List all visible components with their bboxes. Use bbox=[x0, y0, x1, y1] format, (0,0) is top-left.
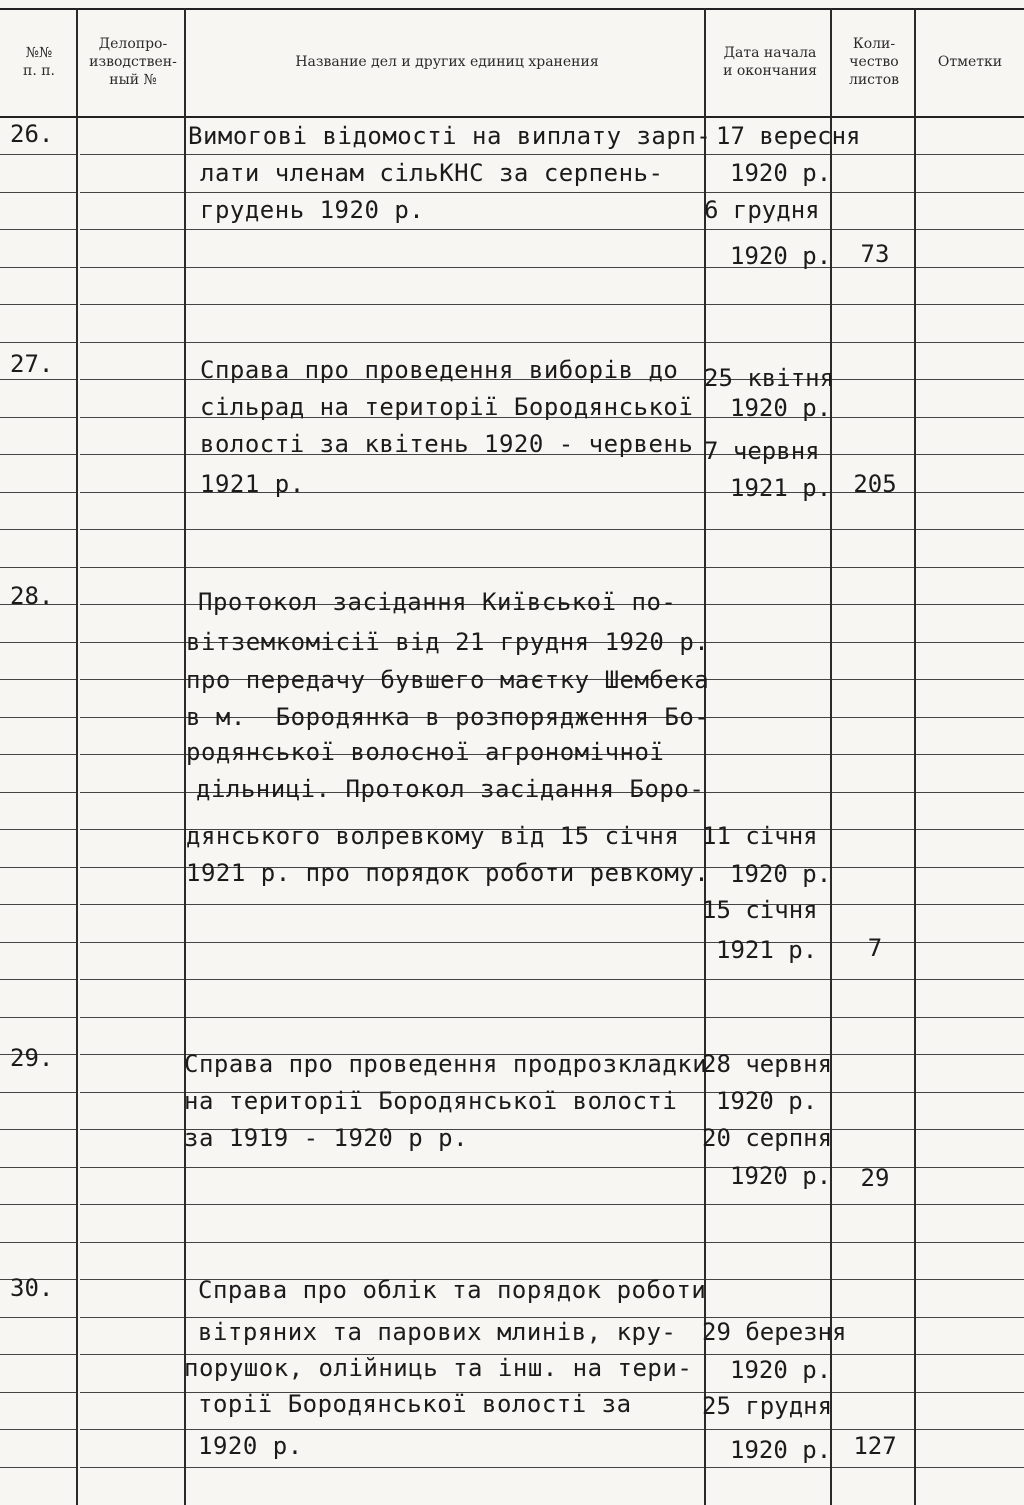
ruled-line bbox=[832, 1129, 914, 1130]
record-start-date: 29 березня bbox=[702, 1318, 847, 1346]
ruled-line bbox=[80, 454, 184, 455]
record-title-line: в м. Бородянка в розпорядження Бо- bbox=[186, 703, 710, 731]
ruled-line bbox=[0, 1317, 76, 1318]
ruled-line bbox=[186, 904, 704, 905]
record-end-year: 1920 р. bbox=[730, 242, 832, 270]
ruled-line bbox=[706, 754, 830, 755]
ruled-line bbox=[916, 342, 1024, 343]
ruled-line bbox=[80, 942, 184, 943]
record-title-line: Справа про проведення продрозкладки bbox=[184, 1050, 708, 1078]
ruled-line bbox=[80, 154, 184, 155]
ruled-line bbox=[916, 1317, 1024, 1318]
record-number: 30. bbox=[10, 1274, 54, 1302]
record-title-line: про передачу бувшего маєтку Шембека bbox=[186, 666, 710, 694]
ruled-line bbox=[832, 679, 914, 680]
ruled-line bbox=[916, 1242, 1024, 1243]
ruled-line bbox=[0, 1429, 76, 1430]
record-title-line: волості за квітень 1920 - червень bbox=[200, 430, 694, 458]
ruled-line bbox=[706, 792, 830, 793]
ruled-line bbox=[706, 679, 830, 680]
ruled-line bbox=[916, 379, 1024, 380]
ruled-line bbox=[706, 1204, 830, 1205]
ruled-line bbox=[80, 267, 184, 268]
ruled-line bbox=[916, 1204, 1024, 1205]
ruled-line bbox=[0, 1017, 76, 1018]
record-start-year: 1920 р. bbox=[730, 860, 832, 888]
ruled-line bbox=[832, 379, 914, 380]
ruled-line bbox=[916, 1429, 1024, 1430]
ruled-line bbox=[916, 1017, 1024, 1018]
ruled-line bbox=[186, 1017, 704, 1018]
ruled-line bbox=[0, 529, 76, 530]
ruled-line bbox=[80, 754, 184, 755]
ruled-line bbox=[706, 1429, 830, 1430]
ruled-line bbox=[916, 829, 1024, 830]
ruled-line bbox=[0, 1467, 76, 1468]
ruled-line bbox=[916, 1092, 1024, 1093]
record-end-date: 7 червня bbox=[704, 437, 820, 465]
record-sheet-count: 127 bbox=[853, 1432, 897, 1460]
ruled-line bbox=[80, 492, 184, 493]
ruled-line bbox=[0, 229, 76, 230]
record-end-year: 1921 р. bbox=[716, 936, 818, 964]
ruled-line bbox=[186, 229, 704, 230]
ruled-line bbox=[186, 304, 704, 305]
ruled-line bbox=[80, 1317, 184, 1318]
ruled-line bbox=[916, 942, 1024, 943]
ruled-line bbox=[916, 192, 1024, 193]
record-start-date: 25 квітня bbox=[704, 364, 835, 392]
record-sheet-count: 7 bbox=[867, 934, 883, 962]
record-title-line: родянської волосної агрономічної bbox=[186, 738, 665, 766]
ruled-line bbox=[186, 267, 704, 268]
ruled-line bbox=[80, 1204, 184, 1205]
record-start-year: 1920 р. bbox=[730, 394, 832, 422]
ruled-line bbox=[80, 342, 184, 343]
record-title-line: вітземкомісії від 21 грудня 1920 р. bbox=[186, 628, 710, 656]
ruled-line bbox=[832, 529, 914, 530]
header-title-column: Название дел и других единиц хранения bbox=[295, 54, 599, 70]
ruled-line bbox=[706, 1279, 830, 1280]
ruled-line bbox=[916, 1167, 1024, 1168]
ruled-line bbox=[80, 1279, 184, 1280]
ruled-line bbox=[916, 904, 1024, 905]
ruled-line bbox=[0, 904, 76, 905]
ruled-line bbox=[0, 342, 76, 343]
column-rule bbox=[914, 8, 916, 1505]
header-dates-column: Дата начала и окончания bbox=[723, 45, 817, 79]
record-title-line: на території Бородянської волості bbox=[184, 1087, 678, 1115]
ruled-line bbox=[0, 417, 76, 418]
ruled-line bbox=[832, 1279, 914, 1280]
ruled-line bbox=[706, 642, 830, 643]
ruled-line bbox=[0, 754, 76, 755]
ruled-line bbox=[832, 342, 914, 343]
ruled-line bbox=[832, 567, 914, 568]
ruled-line bbox=[0, 1204, 76, 1205]
record-number: 27. bbox=[10, 350, 54, 378]
ruled-line bbox=[80, 1054, 184, 1055]
record-title-line: вітряних та парових млинів, кру- bbox=[198, 1318, 677, 1346]
ruled-line bbox=[0, 492, 76, 493]
ruled-line bbox=[832, 754, 914, 755]
ruled-line bbox=[0, 154, 76, 155]
ruled-line bbox=[80, 1092, 184, 1093]
ruled-line bbox=[916, 979, 1024, 980]
record-title-line: Вимогові відомості на виплату зарп- bbox=[188, 122, 712, 150]
ruled-line bbox=[706, 1242, 830, 1243]
ruled-line bbox=[80, 867, 184, 868]
record-end-date: 15 січня bbox=[702, 896, 818, 924]
ruled-line bbox=[0, 192, 76, 193]
ruled-line bbox=[0, 642, 76, 643]
ruled-line bbox=[0, 979, 76, 980]
ruled-line bbox=[80, 1242, 184, 1243]
record-sheet-count: 205 bbox=[853, 470, 897, 498]
ruled-line bbox=[832, 1392, 914, 1393]
record-start-year: 1920 р. bbox=[730, 1356, 832, 1384]
ruled-line bbox=[80, 1167, 184, 1168]
record-end-date: 20 серпня bbox=[702, 1124, 833, 1152]
record-title-line: дільниці. Протокол засідання Боро- bbox=[196, 775, 705, 803]
record-title-line: 1921 р. про порядок роботи ревкому. bbox=[186, 859, 710, 887]
record-end-year: 1920 р. bbox=[730, 1436, 832, 1464]
header-notes-column: Отметки bbox=[937, 54, 1003, 70]
ruled-line bbox=[80, 1129, 184, 1130]
record-number: 26. bbox=[10, 120, 54, 148]
ruled-line bbox=[80, 304, 184, 305]
ruled-line bbox=[0, 379, 76, 380]
record-title-line: грудень 1920 р. bbox=[200, 196, 425, 224]
ruled-line bbox=[0, 867, 76, 868]
ruled-line bbox=[916, 754, 1024, 755]
ruled-line bbox=[832, 304, 914, 305]
ruled-line bbox=[706, 529, 830, 530]
record-number: 29. bbox=[10, 1044, 54, 1072]
ruled-line bbox=[832, 1429, 914, 1430]
ruled-line bbox=[186, 342, 704, 343]
ruled-line bbox=[80, 604, 184, 605]
ruled-line bbox=[0, 267, 76, 268]
ruled-line bbox=[0, 1242, 76, 1243]
ruled-line bbox=[80, 192, 184, 193]
ruled-line bbox=[0, 792, 76, 793]
ruled-line bbox=[186, 529, 704, 530]
record-start-date: 17 вересня bbox=[716, 122, 861, 150]
ruled-line bbox=[80, 229, 184, 230]
ruled-line bbox=[916, 1054, 1024, 1055]
ruled-line bbox=[832, 1054, 914, 1055]
ruled-line bbox=[706, 567, 830, 568]
record-title-line: сільрад на території Бородянської bbox=[200, 393, 694, 421]
ruled-line bbox=[916, 642, 1024, 643]
ruled-line bbox=[916, 567, 1024, 568]
ruled-line bbox=[706, 979, 830, 980]
ruled-line bbox=[706, 342, 830, 343]
record-title-line: дянського волревкому від 15 січня bbox=[186, 822, 680, 850]
record-sheet-count: 29 bbox=[860, 1164, 890, 1192]
ruled-line bbox=[80, 904, 184, 905]
ruled-line bbox=[0, 454, 76, 455]
record-title-line: Справа про проведення виборів до bbox=[200, 356, 679, 384]
ruled-line bbox=[832, 717, 914, 718]
ruled-line bbox=[916, 267, 1024, 268]
header-number-column: №№ п. п. bbox=[22, 45, 55, 79]
ruled-line bbox=[916, 492, 1024, 493]
ruled-line bbox=[80, 717, 184, 718]
ruled-line bbox=[832, 229, 914, 230]
record-title-line: Справа про облік та порядок роботи bbox=[198, 1276, 707, 1304]
ruled-line bbox=[916, 1279, 1024, 1280]
ruled-line bbox=[832, 454, 914, 455]
ruled-line bbox=[916, 304, 1024, 305]
ruled-line bbox=[80, 1429, 184, 1430]
ruled-line bbox=[832, 192, 914, 193]
column-rule bbox=[76, 8, 78, 1505]
ruled-line bbox=[916, 679, 1024, 680]
ruled-line bbox=[80, 792, 184, 793]
ruled-line bbox=[916, 229, 1024, 230]
ruled-line bbox=[80, 642, 184, 643]
record-title-line: торії Бородянської волості за bbox=[198, 1390, 632, 1418]
ruled-line bbox=[832, 1242, 914, 1243]
header-sheet-count-column: Коли- чество листов bbox=[848, 36, 900, 88]
ruled-line bbox=[0, 1354, 76, 1355]
ruled-line bbox=[832, 979, 914, 980]
ruled-line bbox=[0, 1092, 76, 1093]
ruled-line bbox=[0, 829, 76, 830]
ruled-line bbox=[916, 1129, 1024, 1130]
record-start-year: 1920 р. bbox=[730, 159, 832, 187]
ruled-line bbox=[80, 417, 184, 418]
ruled-line bbox=[916, 1354, 1024, 1355]
record-end-year: 1920 р. bbox=[730, 1162, 832, 1190]
ruled-line bbox=[0, 1167, 76, 1168]
record-title-line: за 1919 - 1920 р р. bbox=[184, 1124, 469, 1152]
record-end-date: 6 грудня bbox=[704, 196, 820, 224]
ruled-line bbox=[706, 717, 830, 718]
ruled-line bbox=[916, 154, 1024, 155]
record-title-line: 1920 р. bbox=[198, 1432, 303, 1460]
record-title-line: порушок, олійниць та інш. на тери- bbox=[184, 1354, 693, 1382]
record-title-line: лати членам сільКНС за серпень- bbox=[200, 159, 664, 187]
ruled-line bbox=[0, 1392, 76, 1393]
ruled-line bbox=[832, 1204, 914, 1205]
ruled-line bbox=[916, 792, 1024, 793]
ruled-line bbox=[916, 417, 1024, 418]
ruled-line bbox=[916, 604, 1024, 605]
record-end-year: 1921 р. bbox=[730, 474, 832, 502]
ruled-line bbox=[80, 567, 184, 568]
record-start-year: 1920 р. bbox=[716, 1087, 818, 1115]
ruled-line bbox=[0, 679, 76, 680]
ruled-line bbox=[80, 679, 184, 680]
ruled-line bbox=[80, 1017, 184, 1018]
ruled-line bbox=[706, 229, 830, 230]
ruled-line bbox=[80, 829, 184, 830]
ruled-line bbox=[0, 717, 76, 718]
ruled-line bbox=[80, 379, 184, 380]
record-title-line: Протокол засідання Київської по- bbox=[198, 588, 677, 616]
ruled-line bbox=[706, 604, 830, 605]
ruled-line bbox=[916, 454, 1024, 455]
ruled-line bbox=[80, 1354, 184, 1355]
ruled-line bbox=[916, 1467, 1024, 1468]
ruled-line bbox=[80, 1467, 184, 1468]
column-rule bbox=[830, 8, 832, 1505]
ruled-line bbox=[186, 1204, 704, 1205]
record-sheet-count: 73 bbox=[860, 240, 890, 268]
record-number: 28. bbox=[10, 582, 54, 610]
ruled-line bbox=[80, 979, 184, 980]
ruled-line bbox=[186, 1167, 704, 1168]
ruled-line bbox=[186, 942, 704, 943]
ruled-line bbox=[832, 792, 914, 793]
ruled-line bbox=[706, 1017, 830, 1018]
ruled-line bbox=[832, 904, 914, 905]
record-start-date: 11 січня bbox=[702, 822, 818, 850]
ruled-line bbox=[916, 717, 1024, 718]
ruled-line bbox=[0, 567, 76, 568]
ruled-line bbox=[916, 867, 1024, 868]
ruled-line bbox=[916, 1392, 1024, 1393]
record-end-date: 25 грудня bbox=[702, 1392, 833, 1420]
ruled-line bbox=[186, 1242, 704, 1243]
record-title-line: 1921 р. bbox=[200, 470, 305, 498]
ruled-line bbox=[0, 304, 76, 305]
ruled-line bbox=[80, 529, 184, 530]
ruled-line bbox=[832, 1017, 914, 1018]
ruled-line bbox=[832, 604, 914, 605]
record-start-date: 28 червня bbox=[702, 1050, 833, 1078]
ruled-line bbox=[832, 642, 914, 643]
ruled-line bbox=[186, 1467, 704, 1468]
ruled-line bbox=[916, 529, 1024, 530]
ruled-line bbox=[186, 567, 704, 568]
header-office-number-column: Делопро- изводствен- ный № bbox=[89, 36, 177, 88]
ruled-line bbox=[186, 979, 704, 980]
ruled-line bbox=[80, 1392, 184, 1393]
ruled-line bbox=[832, 829, 914, 830]
ruled-line bbox=[0, 1129, 76, 1130]
ruled-line bbox=[0, 942, 76, 943]
ruled-line bbox=[706, 304, 830, 305]
